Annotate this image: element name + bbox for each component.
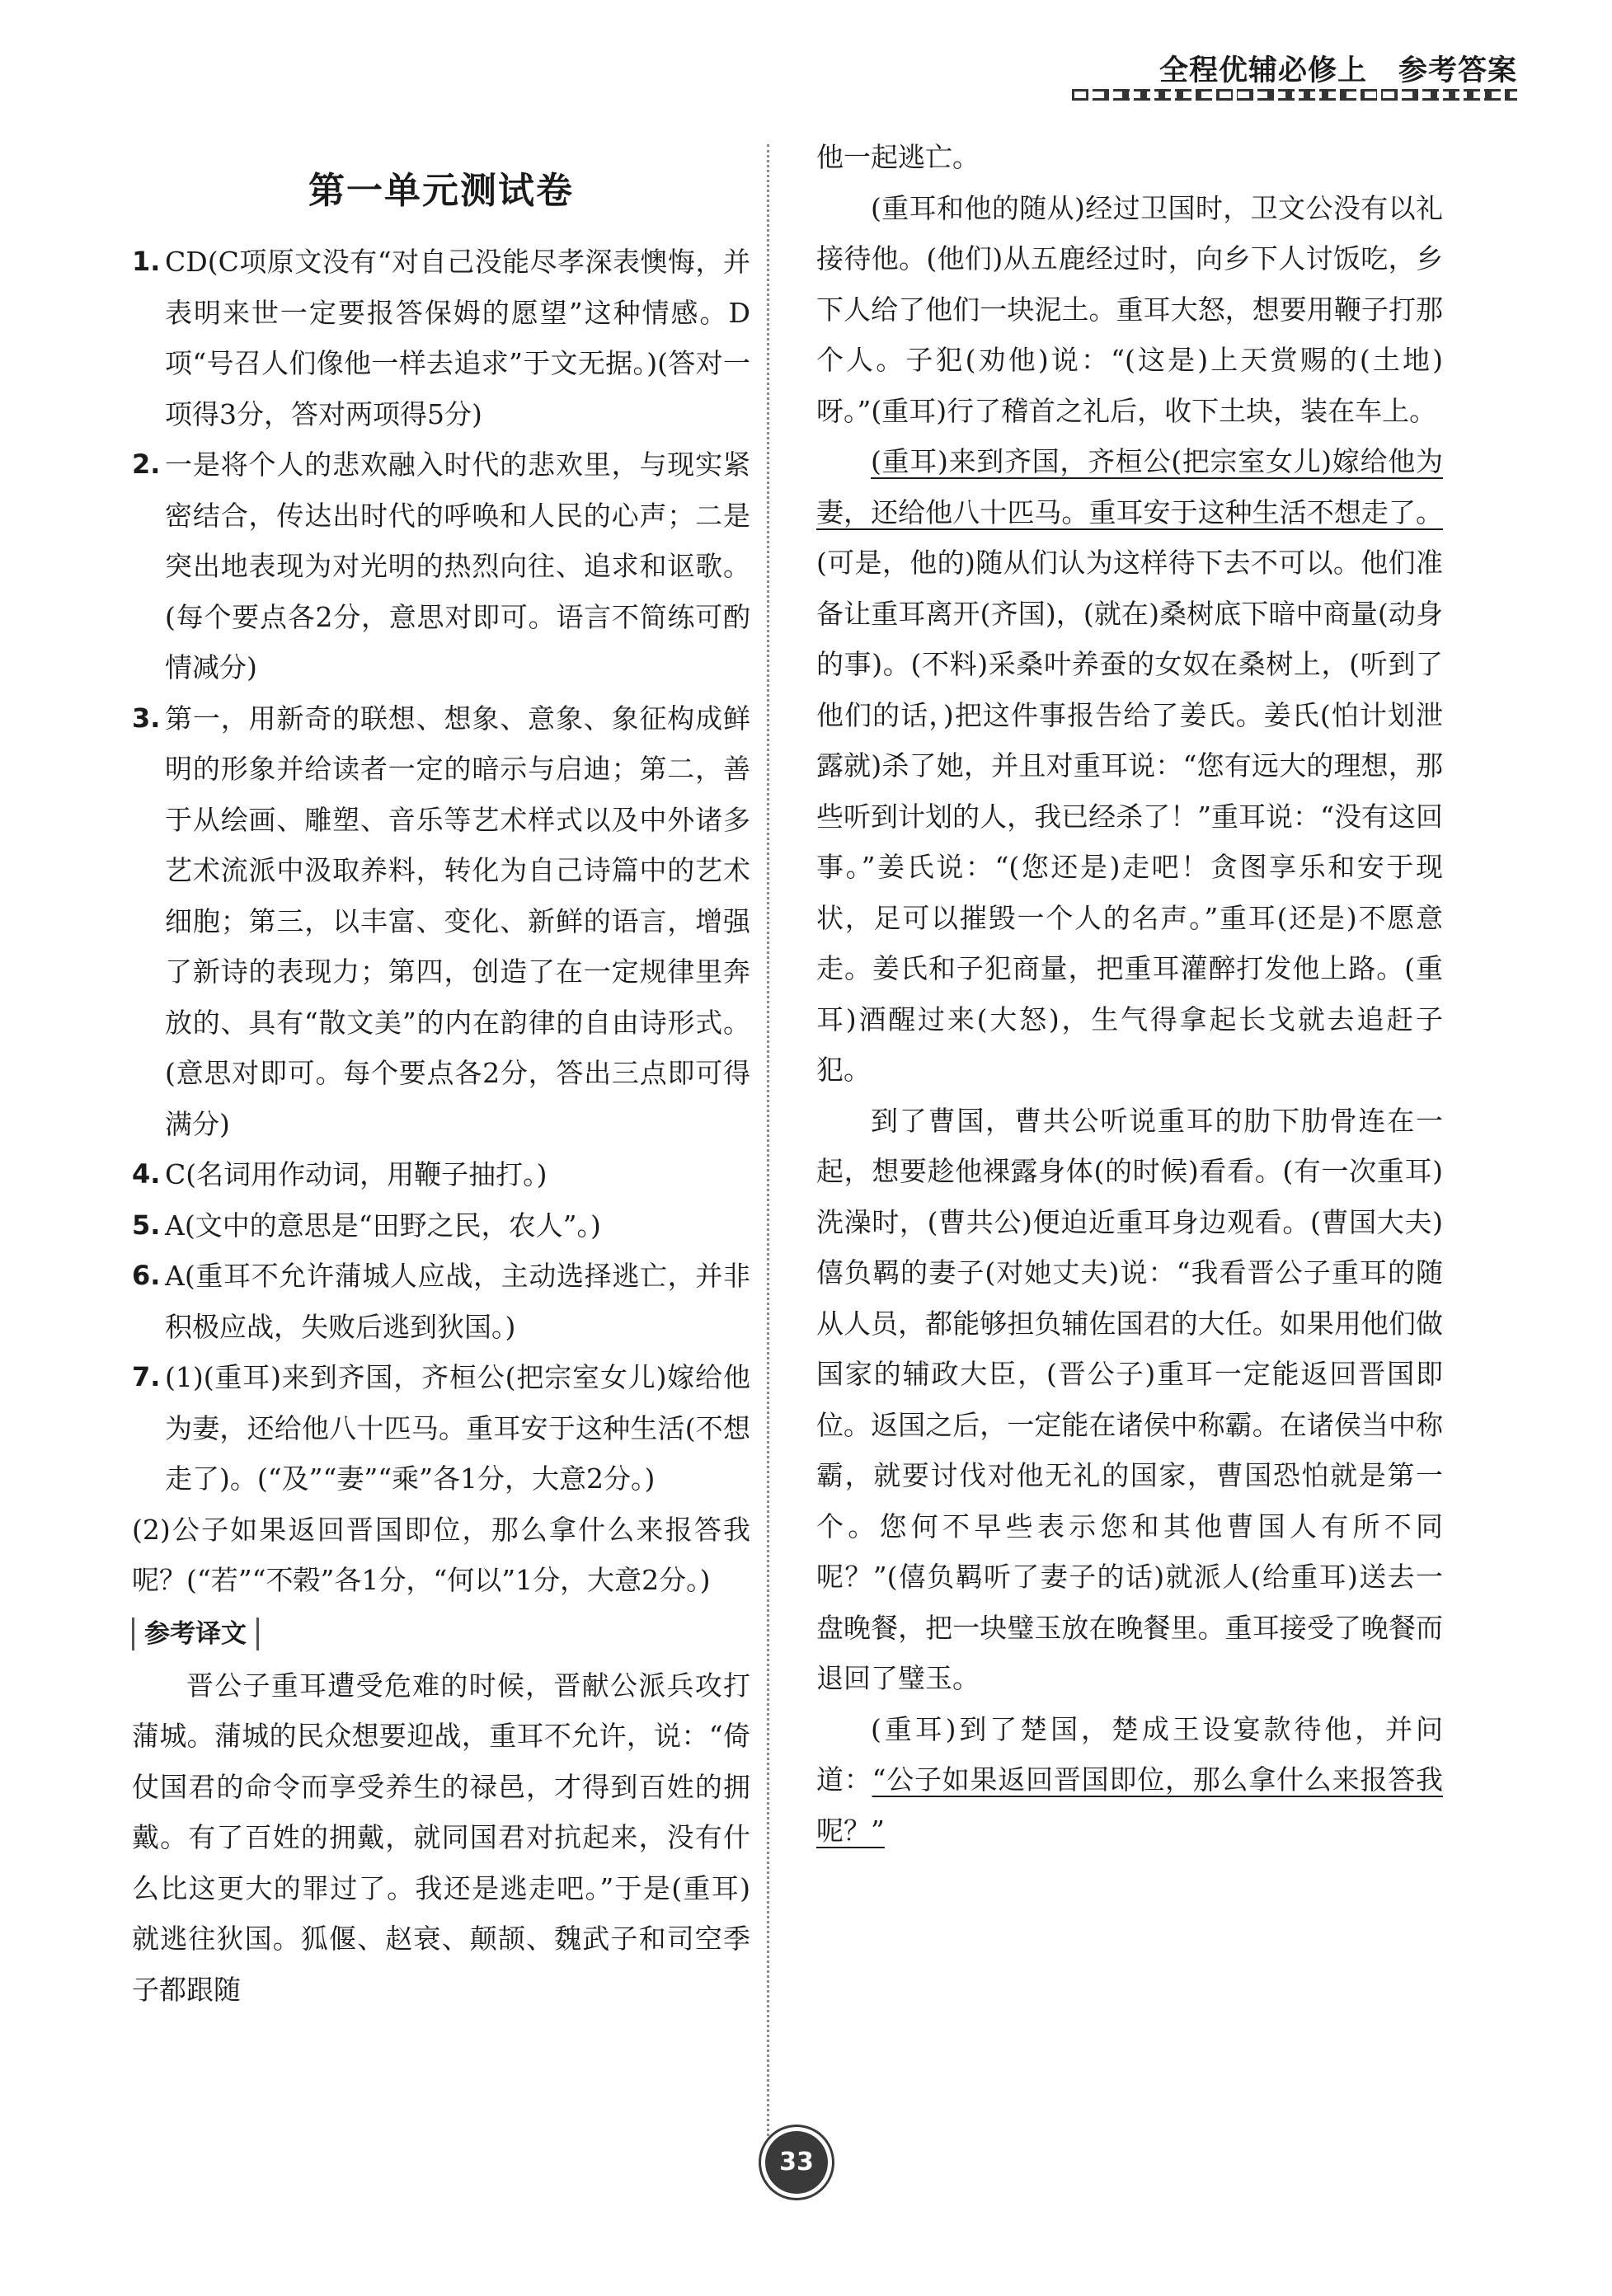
answer-number: 7. bbox=[132, 1361, 161, 1392]
answer-text: C(名词用作动词，用鞭子抽打。) bbox=[165, 1158, 548, 1190]
answer-item bbox=[132, 237, 750, 439]
translation-paragraph bbox=[816, 436, 1443, 1096]
answer-item bbox=[132, 1352, 750, 1505]
answer-number: 3. bbox=[132, 702, 161, 734]
page-header bbox=[1072, 48, 1517, 106]
answer-item bbox=[132, 439, 750, 693]
translation-paragraph: 到了曹国，曹共公听说重耳的肋下肋骨连在一起，想要趁他裸露身体(的时候)看看。(有一次重耳)洗澡时，(曹共公)便迫近重耳身边观看。(曹国大夫)僖负羁的妻子(对她丈夫)说：“我看晋公子重耳的随从人员，都能够担负辅佐国君的大任。如果用他们做国家的辅政大臣，(晋公子)重耳一定能返回晋国即位。返国之后，一定能在诸侯中称霸。在诸侯当中称霸，就要讨伐对他无礼的国家，曹国恐怕就是第一个。您何不早些表示您和其他曹国人有所不同呢？”(僖负羁听了妻子的话)就派人(给重耳)送去一盘晚餐，把一块璧玉放在晚餐里。重耳接受了晚餐而退回了璧玉。 bbox=[816, 1104, 1443, 1694]
answer-item bbox=[132, 1200, 750, 1251]
left-column bbox=[132, 161, 750, 2015]
unit-title: 第一单元测试卷 bbox=[308, 170, 574, 212]
translation-paragraph: 晋公子重耳遭受危难的时候，晋献公派兵攻打蒲城。蒲城的民众想要迎战，重耳不允许，说：“倚仗国君的命令而享受养生的禄邑，才得到百姓的拥戴。有了百姓的拥戴，就同国君对抗起来，没有什么比这更大的罪过了。我还是逃走吧。”于是(重耳)就逃往狄国。狐偃、赵衰、颠颉、魏武子和司空季子都跟随 bbox=[132, 1669, 750, 2006]
header-title bbox=[1072, 48, 1517, 89]
paragraph-text: (重耳)到了楚国，楚成王设宴款待他，并问道： bbox=[816, 1712, 1443, 1796]
answer-text: A(文中的意思是“田野之民，农人”。) bbox=[165, 1209, 601, 1242]
translation-paragraph bbox=[816, 1704, 1443, 1857]
answer-text: A(重耳不允许蒲城人应战，主动选择逃亡，并非积极应战，失败后逃到狄国。) bbox=[165, 1260, 750, 1343]
right-column bbox=[816, 132, 1443, 1856]
translation-continuation: 他一起逃亡。 bbox=[816, 141, 980, 173]
answer-text: (1)(重耳)来到齐国，齐桓公(把宗室女儿)嫁给他为妻，还给他八十匹马。重耳安于这种生活(不想走了)。(“及”“妻”“乘”各1分，大意2分。) bbox=[165, 1361, 750, 1495]
answer-number: 1. bbox=[132, 246, 161, 277]
page-number: 33 bbox=[765, 2131, 828, 2194]
answer-number: 5. bbox=[132, 1209, 161, 1241]
underlined-sentence: “公子如果返回晋国即位，那么拿什么来报答我呢？” bbox=[816, 1763, 1444, 1847]
header-decorative-border bbox=[1072, 89, 1517, 101]
answer-number: 4. bbox=[132, 1158, 161, 1190]
answer-number: 6. bbox=[132, 1260, 161, 1291]
book-title: 全程优辅必修上 bbox=[1158, 54, 1367, 87]
answer-item bbox=[132, 1149, 750, 1200]
underlined-sentence: (重耳)来到齐国，齐桓公(把宗室女儿)嫁给他为妻，还给他八十匹马。重耳安于这种生活不想走了。 bbox=[816, 445, 1443, 528]
answer-item bbox=[132, 693, 750, 1150]
paragraph-text: (可是，他的)随从们认为这样待下去不可以。他们准备让重耳离开(齐国)，(就在)桑树底下暗中商量(动身的事)。(不料)采桑叶养蚕的女奴在桑树上，(听到了他们的话，)把这件事报告给了姜氏。姜氏(怕计划泄露就)杀了她，并且对重耳说：“您有远大的理想，那些听到计划的人，我已经杀了！”重耳说：“没有这回事。”姜氏说：“(您还是)走吧！贪图享乐和安于现状，足可以摧毁一个人的名声。”重耳(还是)不愿意走。姜氏和子犯商量，把重耳灌醉打发他上路。(重耳)酒醒过来(大怒)，生气得拿起长戈就去追赶子犯。 bbox=[816, 547, 1443, 1086]
column-divider bbox=[767, 144, 769, 2156]
answer-7-part-2: (2)公子如果返回晋国即位，那么拿什么来报答我呢？(“若”“不榖”各1分，“何以”1分，大意2分。) bbox=[132, 1513, 750, 1596]
answer-number: 2. bbox=[132, 448, 161, 480]
answer-text: 第一，用新奇的联想、想象、意象、象征构成鲜明的形象并给读者一定的暗示与启迪；第二，善于从绘画、雕塑、音乐等艺术样式以及中外诸多艺术流派中汲取养料，转化为自己诗篇中的艺术细胞；第三，以丰富、变化、新鲜的语言，增强了新诗的表现力；第四，创造了在一定规律里奔放的、具有“散文美”的内在韵律的自由诗形式。(意思对即可。每个要点各2分，答出三点即可得满分) bbox=[165, 702, 750, 1140]
translation-paragraph: (重耳和他的随从)经过卫国时，卫文公没有以礼接待他。(他们)从五鹿经过时，向乡下人讨饭吃，乡下人给了他们一块泥土。重耳大怒，想要用鞭子打那个人。子犯(劝他)说：“(这是)上天赏赐的(土地)呀。”(重耳)行了稽首之礼后，收下土块，装在车上。 bbox=[816, 191, 1443, 427]
answer-text: CD(C项原文没有“对自己没能尽孝深表懊悔，并表明来世一定要报答保姆的愿望”这种情感。D项“号召人们像他一样去追求”于文无据。)(答对一项得3分，答对两项得5分) bbox=[165, 246, 750, 430]
section-title: 参考答案 bbox=[1398, 54, 1517, 87]
answer-text: 一是将个人的悲欢融入时代的悲欢里，与现实紧密结合，传达出时代的呼唤和人民的心声；二是突出地表现为对光明的热烈向往、追求和讴歌。(每个要点各2分，意思对即可。语言不简练可酌情减分) bbox=[165, 448, 750, 683]
answer-item bbox=[132, 1251, 750, 1352]
reference-translation-label: 参考译文 bbox=[132, 1618, 259, 1650]
